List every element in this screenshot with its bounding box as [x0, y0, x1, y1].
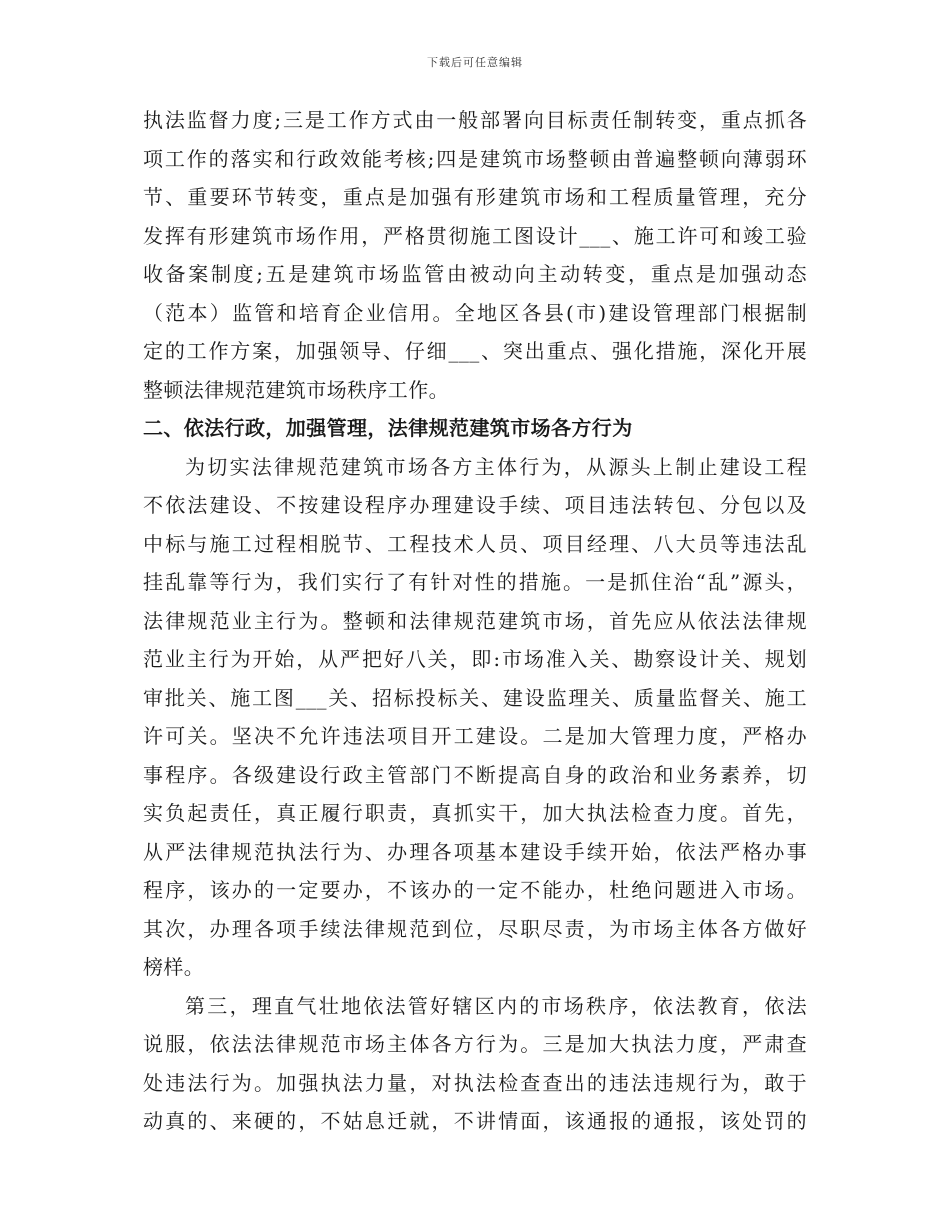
paragraph-line: 实负起责任，真正履行职责，真抓实干，加大执法检查力度。首先，	[143, 801, 807, 825]
paragraph-line: 执法监督力度;三是工作方式由一般部署向目标责任制转变，重点抓各	[143, 108, 807, 132]
paragraph-line: 第三，理直气壮地依法管好辖区内的市场秩序，依法教育，依法	[185, 993, 807, 1018]
paragraph-line: 事程序。各级建设行政主管部门不断提高自身的政治和业务素养，切	[143, 762, 807, 787]
paragraph-line: 项工作的落实和行政效能考核;四是建筑市场整顿由普遍整顿向薄弱环	[143, 146, 807, 171]
document-body	[143, 101, 807, 1141]
paragraph-line: 榜样。	[143, 955, 205, 979]
paragraph-line: 许可关。坚决不允许违法项目开工建设。二是加大管理力度，严格办	[143, 724, 807, 748]
paragraph-line: 收备案制度;五是建筑市场监管由被动向主动转变，重点是加强动态	[143, 262, 807, 286]
paragraph-line: 挂乱靠等行为，我们实行了有针对性的措施。一是抓住治“乱”源头，	[143, 570, 807, 594]
paragraph-line: 程序，该办的一定要办，不该办的一定不能办，杜绝问题进入市场。	[143, 878, 807, 902]
paragraph-line: 法律规范业主行为。整顿和法律规范建筑市场，首先应从依法法律规	[143, 608, 807, 633]
paragraph-line: 从严法律规范执法行为、办理各项基本建设手续开始，依法严格办事	[143, 839, 807, 864]
paragraph-line: 其次，办理各项手续法律规范到位，尽职尽责，为市场主体各方做好	[143, 916, 807, 941]
paragraph-line: 处违法行为。加强执法力量，对执法检查查出的违法违规行为，敢于	[143, 1070, 807, 1095]
paragraph-line: 为切实法律规范建筑市场各方主体行为，从源头上制止建设工程	[185, 454, 807, 479]
paragraph-line: 说服，依法法律规范市场主体各方行为。三是加大执法力度，严肃查	[143, 1032, 807, 1056]
paragraph-line: （范本）监管和培育企业信用。全地区各县(市)建设管理部门根据制	[143, 300, 807, 325]
paragraph-line: 定的工作方案，加强领导、仔细___、突出重点、强化措施，深化开展	[143, 339, 807, 363]
paragraph-line: 审批关、施工图___关、招标投标关、建设监理关、质量监督关、施工	[143, 685, 807, 710]
paragraph-line: 发挥有形建筑市场作用，严格贯彻施工图设计___、施工许可和竣工验	[143, 223, 807, 248]
paragraph-line: 范业主行为开始，从严把好八关，即:市场准入关、勘察设计关、规划	[143, 647, 807, 671]
page-header: 下载后可任意编辑	[427, 56, 523, 69]
paragraph-line: 节、重要环节转变，重点是加强有形建筑市场和工程质量管理，充分	[143, 185, 807, 209]
paragraph-line: 不依法建设、不按建设程序办理建设手续、项目违法转包、分包以及	[143, 493, 807, 517]
section-heading: 二、依法行政，加强管理，法律规范建筑市场各方行为	[143, 416, 633, 440]
paragraph-line: 动真的、来硬的，不姑息迁就，不讲情面，该通报的通报，该处罚的	[143, 1109, 807, 1133]
paragraph-line: 整顿法律规范建筑市场秩序工作。	[143, 377, 449, 402]
paragraph-line: 中标与施工过程相脱节、工程技术人员、项目经理、八大员等违法乱	[143, 531, 807, 556]
